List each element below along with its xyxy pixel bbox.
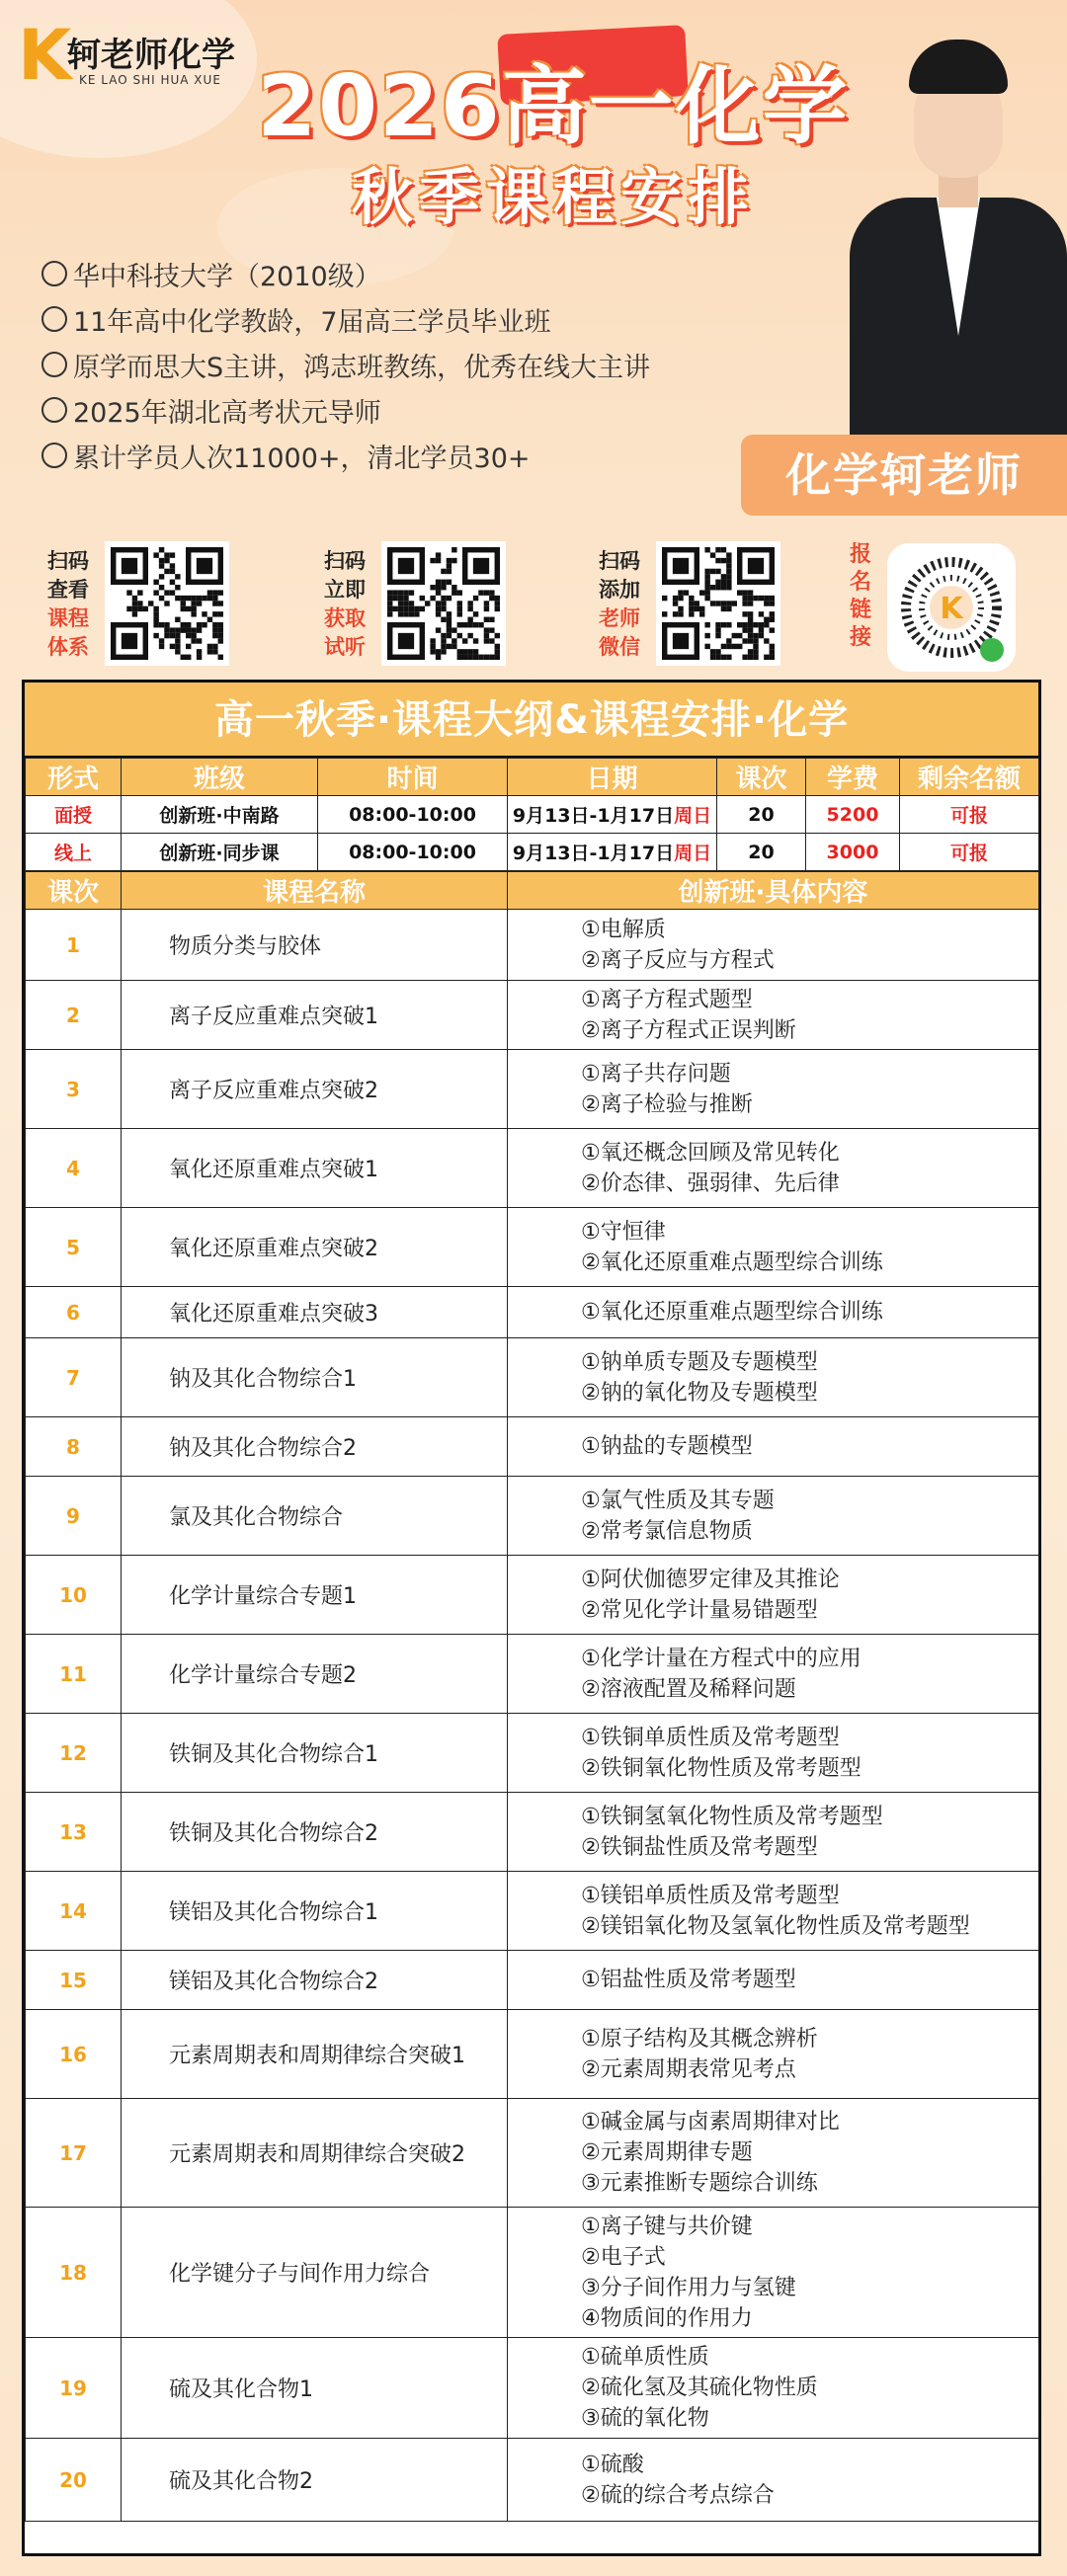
table-title: 高一秋季·课程大纲&课程安排·化学 — [25, 683, 1038, 758]
lesson-number: 8 — [26, 1417, 122, 1477]
lesson-name: 化学键分子与间作用力综合 — [122, 2208, 508, 2338]
lesson-content — [508, 1556, 1039, 1635]
lesson-name: 氧化还原重难点突破1 — [122, 1129, 508, 1208]
lesson-content — [508, 1951, 1039, 2010]
content-line: ②铁铜盐性质及常考题型 — [581, 1834, 818, 1860]
lesson-number: 14 — [26, 1872, 122, 1951]
signup-miniprogram-code-icon[interactable] — [887, 543, 1016, 672]
qr-trial-class[interactable]: 扫码 立即 获取 试听 — [324, 541, 512, 680]
lesson-number: 17 — [26, 2099, 122, 2208]
teacher-photo — [850, 40, 1067, 435]
logo-letter: K — [18, 15, 72, 96]
lesson-content — [508, 1714, 1039, 1793]
lesson-number: 7 — [26, 1338, 122, 1417]
course-row — [26, 1635, 1039, 1714]
page-subtitle: 秋季课程安排 — [351, 161, 755, 233]
svg-text:K: K — [940, 592, 963, 626]
course-row — [26, 1477, 1039, 1556]
course-row — [26, 1872, 1039, 1951]
bio-item: 2025年湖北高考状元导师 — [41, 387, 753, 433]
circle-icon — [41, 261, 67, 286]
circle-icon — [41, 397, 67, 423]
content-line: ②元素周期表常见考点 — [581, 2056, 796, 2082]
lesson-content — [508, 1417, 1039, 1477]
lesson-name: 离子反应重难点突破2 — [122, 1050, 508, 1129]
lesson-name: 硫及其化合物1 — [122, 2338, 508, 2439]
lesson-number: 4 — [26, 1129, 122, 1208]
content-line: ②钠的氧化物及专题模型 — [581, 1380, 818, 1406]
lesson-number: 2 — [26, 981, 122, 1050]
course-row — [26, 1417, 1039, 1477]
lesson-name: 氧化还原重难点突破3 — [122, 1287, 508, 1338]
lesson-number: 19 — [26, 2338, 122, 2439]
content-line: ①镁铝单质性质及常考题型 — [581, 1883, 840, 1908]
bio-item: 华中科技大学（2010级） — [41, 251, 753, 296]
lesson-name: 物质分类与胶体 — [122, 910, 508, 981]
course-row — [26, 1338, 1039, 1417]
course-row — [26, 2338, 1039, 2439]
lesson-content — [508, 1208, 1039, 1287]
qr-teacher-wechat[interactable]: 扫码 添加 老师 微信 — [599, 541, 786, 680]
lesson-number: 3 — [26, 1050, 122, 1129]
lesson-number: 18 — [26, 2208, 122, 2338]
lesson-number: 13 — [26, 1793, 122, 1872]
content-line: ①钠盐的专题模型 — [581, 1434, 753, 1459]
course-outline-table — [25, 871, 1039, 2522]
content-line: ③硫的氧化物 — [581, 2406, 709, 2431]
course-row — [26, 1793, 1039, 1872]
lesson-content — [508, 1872, 1039, 1951]
course-row — [26, 1050, 1039, 1129]
content-line: ①铁铜氢氧化物性质及常考题型 — [581, 1804, 883, 1829]
lesson-name: 铁铜及其化合物综合2 — [122, 1793, 508, 1872]
course-row — [26, 1951, 1039, 2010]
content-line: ①铝盐性质及常考题型 — [581, 1968, 796, 1992]
content-line: ①硫单质性质 — [581, 2345, 709, 2370]
content-line: ②离子方程式正误判断 — [581, 1017, 796, 1043]
lesson-content — [508, 1287, 1039, 1338]
course-row — [26, 2099, 1039, 2208]
content-line: ①化学计量在方程式中的应用 — [581, 1646, 862, 1671]
content-line: ①守恒律 — [581, 1219, 666, 1245]
content-line: ②溶液配置及稀释问题 — [581, 1676, 796, 1702]
circle-icon — [41, 443, 67, 468]
qr-course-system[interactable]: 扫码 查看 课程 体系 — [47, 541, 235, 680]
lesson-content — [508, 2010, 1039, 2099]
lesson-content — [508, 910, 1039, 981]
brand-sub: KE LAO SHI HUA XUE — [79, 73, 221, 87]
content-line: ②价态律、强弱律、先后律 — [581, 1170, 840, 1196]
content-line: ③分子间作用力与氢键 — [581, 2275, 796, 2300]
circle-icon — [41, 352, 67, 377]
course-row — [26, 981, 1039, 1050]
content-line: ②镁铝氧化物及氢氧化物性质及常考题型 — [581, 1913, 970, 1939]
lesson-name: 铁铜及其化合物综合1 — [122, 1714, 508, 1793]
content-line: ①离子方程式题型 — [581, 987, 753, 1012]
lesson-name: 氯及其化合物综合 — [122, 1477, 508, 1556]
course-row — [26, 2208, 1039, 2338]
lesson-number: 6 — [26, 1287, 122, 1338]
content-line: ④物质间的作用力 — [581, 2305, 753, 2331]
content-line: ①碱金属与卤素周期律对比 — [581, 2110, 840, 2134]
course-row — [26, 1208, 1039, 1287]
content-line: ②离子反应与方程式 — [581, 947, 775, 973]
lesson-number: 20 — [26, 2439, 122, 2522]
lesson-number: 5 — [26, 1208, 122, 1287]
content-line: ①电解质 — [581, 917, 666, 942]
course-row — [26, 2010, 1039, 2099]
content-line: ②常见化学计量易错题型 — [581, 1597, 818, 1623]
qr-code-icon[interactable] — [656, 541, 780, 666]
lesson-name: 钠及其化合物综合2 — [122, 1417, 508, 1477]
teacher-badge: 化学轲老师 — [741, 435, 1067, 516]
lesson-name: 化学计量综合专题2 — [122, 1635, 508, 1714]
lesson-name: 镁铝及其化合物综合2 — [122, 1951, 508, 2010]
lesson-content — [508, 1477, 1039, 1556]
qr-code-icon[interactable] — [105, 541, 229, 666]
lesson-content — [508, 1129, 1039, 1208]
circle-icon — [41, 306, 67, 332]
signup-label: 报 名 链 接 — [850, 542, 872, 650]
lesson-name: 氧化还原重难点突破2 — [122, 1208, 508, 1287]
content-line: ③元素推断专题综合训练 — [581, 2171, 818, 2196]
lesson-name: 钠及其化合物综合1 — [122, 1338, 508, 1417]
content-line: ①氯气性质及其专题 — [581, 1488, 775, 1513]
content-line: ②离子检验与推断 — [581, 1091, 753, 1117]
lesson-content — [508, 2208, 1039, 2338]
lesson-content — [508, 2099, 1039, 2208]
lesson-number: 1 — [26, 910, 122, 981]
course-row — [26, 1714, 1039, 1793]
brand-logo — [18, 15, 245, 99]
lesson-number: 16 — [26, 2010, 122, 2099]
lesson-content — [508, 1793, 1039, 1872]
lesson-number: 9 — [26, 1477, 122, 1556]
bio-item: 11年高中化学教龄，7届高三学员毕业班 — [41, 296, 753, 342]
lesson-content — [508, 2439, 1039, 2522]
lesson-number: 15 — [26, 1951, 122, 2010]
content-line: ①阿伏伽德罗定律及其推论 — [581, 1567, 840, 1592]
lesson-content — [508, 1050, 1039, 1129]
lesson-content — [508, 1635, 1039, 1714]
content-line: ②硫的综合考点综合 — [581, 2482, 775, 2508]
content-line: ②铁铜氧化物性质及常考题型 — [581, 1755, 862, 1781]
course-table — [22, 680, 1041, 2556]
content-line: ②元素周期律专题 — [581, 2140, 753, 2165]
course-row — [26, 1129, 1039, 1208]
teacher-bio — [41, 251, 753, 478]
bio-item: 累计学员人次11000+，清北学员30+ — [41, 433, 753, 478]
brand-name: 轲老师化学 — [67, 36, 235, 75]
lesson-content — [508, 981, 1039, 1050]
table-row: 线上 创新班·同步课 08:00-10:00 9月13日-1月17日周日 20 3000 可报 — [26, 834, 1039, 871]
bio-item: 原学而思大S主讲，鸿志班教练，优秀在线大主讲 — [41, 342, 753, 387]
content-line: ①原子结构及其概念辨析 — [581, 2026, 818, 2052]
lesson-number: 12 — [26, 1714, 122, 1793]
page-title: 2026高一化学 — [257, 57, 850, 156]
lesson-name: 元素周期表和周期律综合突破1 — [122, 2010, 508, 2099]
qr-code-icon[interactable] — [381, 541, 506, 666]
lesson-name: 离子反应重难点突破1 — [122, 981, 508, 1050]
course-row — [26, 1287, 1039, 1338]
course-row — [26, 1556, 1039, 1635]
content-line: ②硫化氢及其硫化物性质 — [581, 2375, 818, 2400]
content-line: ①铁铜单质性质及常考题型 — [581, 1725, 840, 1750]
content-line: ①钠单质专题及专题模型 — [581, 1349, 818, 1375]
course-row — [26, 2439, 1039, 2522]
content-line: ②电子式 — [581, 2244, 666, 2270]
content-line: ①硫酸 — [581, 2452, 644, 2477]
lesson-content — [508, 1338, 1039, 1417]
lesson-name: 元素周期表和周期律综合突破2 — [122, 2099, 508, 2208]
content-line: ②常考氯信息物质 — [581, 1518, 753, 1544]
content-line: ②氧化还原重难点题型综合训练 — [581, 1249, 883, 1275]
content-line: ①离子共存问题 — [581, 1061, 731, 1087]
course-row — [26, 910, 1039, 981]
content-line: ①氧还概念回顾及常见转化 — [581, 1140, 840, 1166]
content-line: ①离子键与共价键 — [581, 2214, 753, 2239]
lesson-name: 硫及其化合物2 — [122, 2439, 508, 2522]
lesson-number: 11 — [26, 1635, 122, 1714]
lesson-name: 镁铝及其化合物综合1 — [122, 1872, 508, 1951]
lesson-name: 化学计量综合专题1 — [122, 1556, 508, 1635]
content-line: ①氧化还原重难点题型综合训练 — [581, 1300, 883, 1325]
lesson-content — [508, 2338, 1039, 2439]
lesson-number: 10 — [26, 1556, 122, 1635]
table-row: 面授 创新班·中南路 08:00-10:00 9月13日-1月17日周日 20 5200 可报 — [26, 796, 1039, 834]
schedule-table — [25, 758, 1039, 871]
course-header-row: 课次 课程名称 创新班·具体内容 — [26, 872, 1039, 910]
schedule-header-row: 形式 班级 时间 日期 课次 学费 剩余名额 — [26, 759, 1039, 796]
